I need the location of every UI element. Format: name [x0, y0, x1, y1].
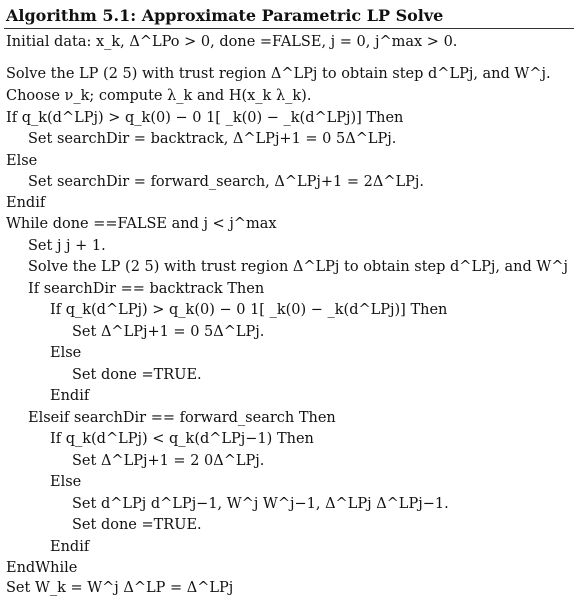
algo-line-endif: Endif — [6, 195, 46, 211]
algo-line-endif-forward: Endif — [50, 539, 90, 555]
algo-line-initial-data: Initial data: x_k, Δ^LPo > 0, done =FALSE, j = 0, j^max > 0. — [6, 34, 458, 50]
algo-line-revert: Set d^LPj d^LPj−1, W^j W^j−1, Δ^LPj Δ^LPj−1. — [72, 496, 449, 512]
algo-line-solve-lp: Solve the LP (2 5) with trust region Δ^LPj to obtain step d^LPj, and W^j. — [6, 66, 551, 82]
algo-line-set-delta-double: Set Δ^LPj+1 = 2 0Δ^LPj. — [72, 453, 265, 469]
algo-line-if-q-backtrack: If q_k(d^LPj) > q_k(0) − 0 1[ _k(0) − _k(d^LPj)] Then — [50, 302, 448, 318]
algo-line-else: Else — [6, 153, 38, 169]
algo-line-set-done-2: Set done =TRUE. — [72, 517, 202, 533]
algo-line-elseif-forward: Elseif searchDir == forward_search Then — [28, 410, 336, 426]
algo-line-set-done-1: Set done =TRUE. — [72, 367, 202, 383]
title-divider — [4, 28, 574, 29]
algo-line-set-backtrack: Set searchDir = backtrack, Δ^LPj+1 = 0 5Δ^LPj. — [28, 131, 397, 147]
algo-line-endif-inner: Endif — [50, 388, 90, 404]
algo-line-solve-lp-loop: Solve the LP (2 5) with trust region Δ^LPj to obtain step d^LPj, and W^j — [28, 259, 568, 275]
algorithm-title: Algorithm 5.1: Approximate Parametric LP Solve — [6, 6, 444, 25]
algo-line-if: If q_k(d^LPj) > q_k(0) − 0 1[ _k(0) − _k(d^LPj)] Then — [6, 110, 404, 126]
algo-line-set-delta-half: Set Δ^LPj+1 = 0 5Δ^LPj. — [72, 324, 265, 340]
algo-line-while: While done ==FALSE and j < j^max — [6, 216, 277, 232]
algo-line-else-inner: Else — [50, 345, 82, 361]
algo-line-if-q-forward: If q_k(d^LPj) < q_k(d^LPj−1) Then — [50, 431, 314, 447]
algo-line-set-j: Set j j + 1. — [28, 238, 106, 254]
algo-line-set-forward: Set searchDir = forward_search, Δ^LPj+1 = 2Δ^LPj. — [28, 174, 424, 190]
algo-line-if-backtrack: If searchDir == backtrack Then — [28, 281, 265, 297]
algo-line-final-set: Set W_k = W^j Δ^LP = Δ^LPj — [6, 580, 234, 596]
algo-line-endwhile: EndWhile — [6, 560, 78, 576]
algo-line-choose: Choose ν_k; compute λ_k and H(x_k λ_k). — [6, 88, 312, 104]
algo-line-else-forward: Else — [50, 474, 82, 490]
